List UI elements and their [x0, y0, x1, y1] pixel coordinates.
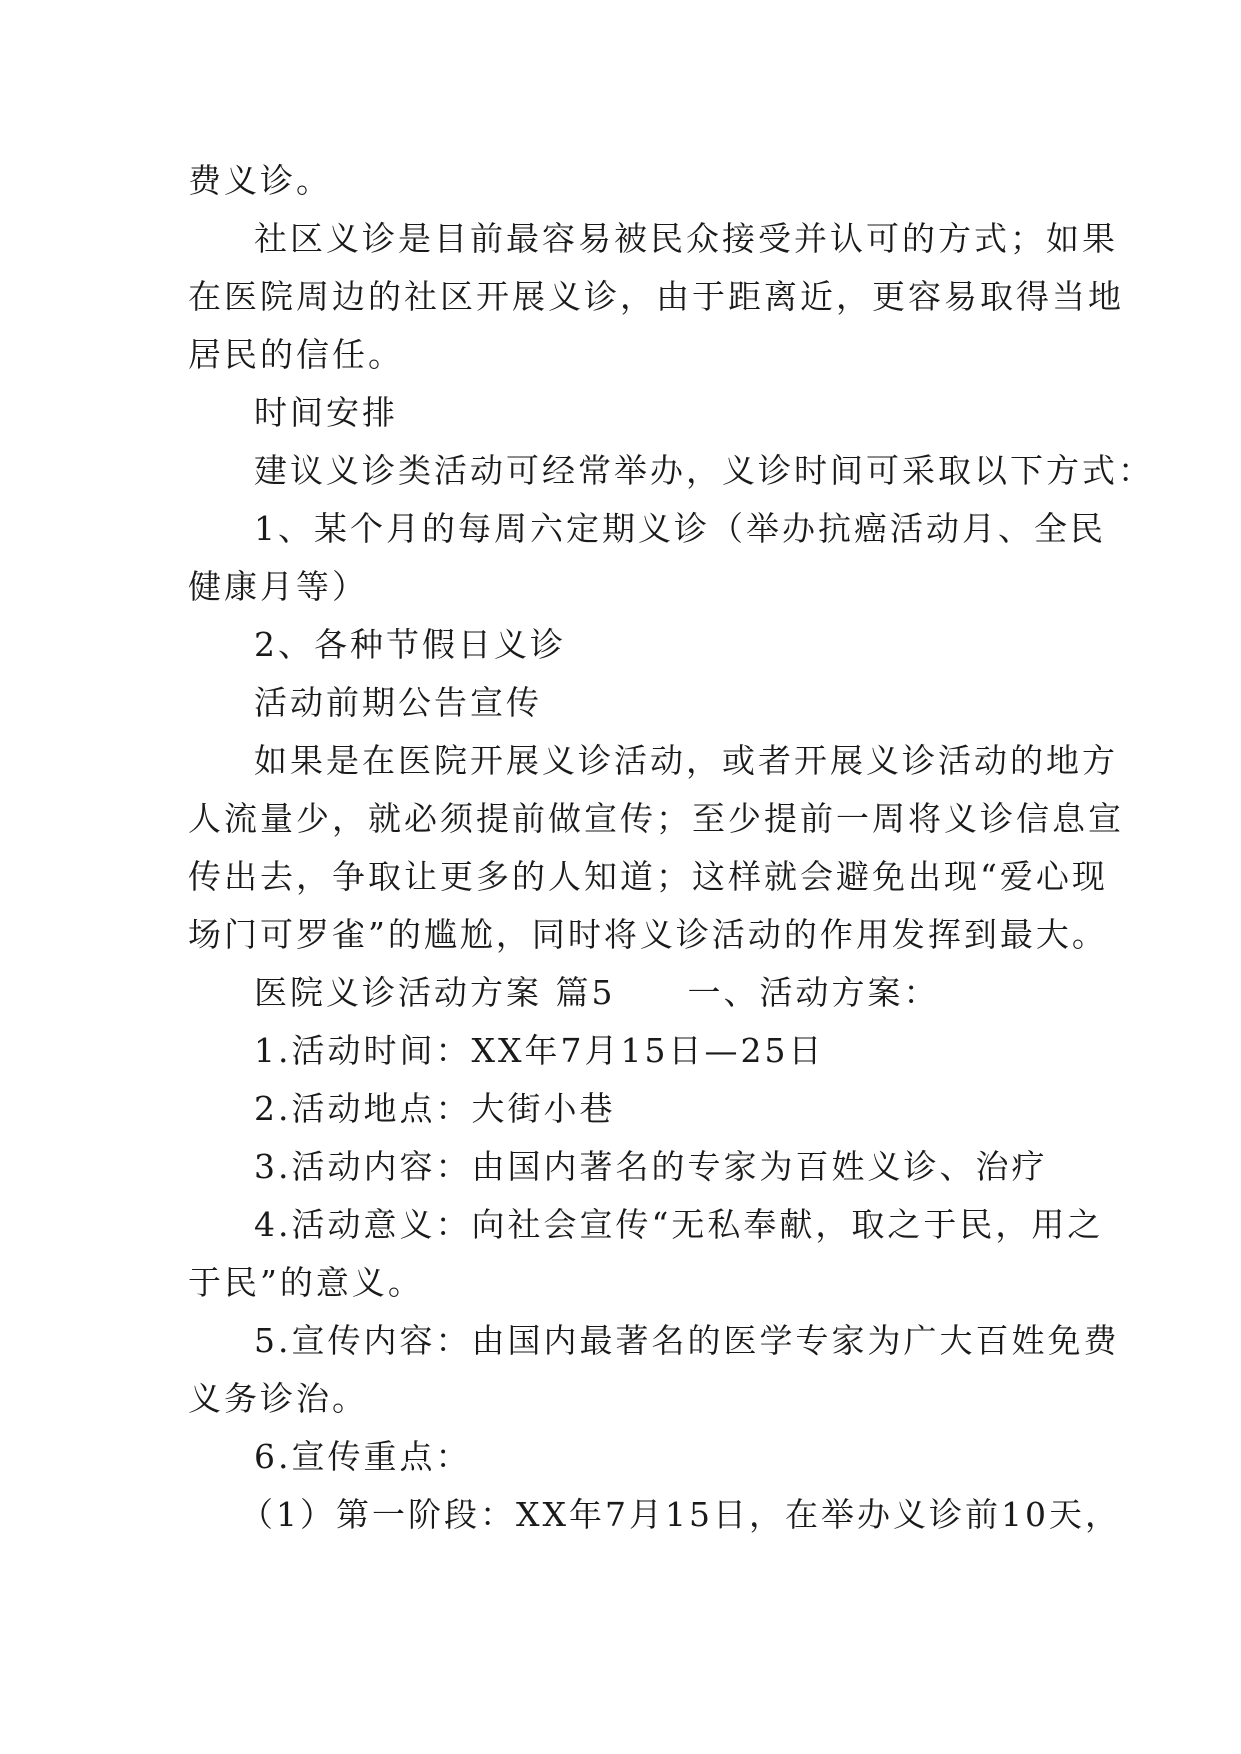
section-heading: 活动前期公告宣传	[254, 683, 542, 722]
text-line: 健康月等）	[188, 567, 368, 606]
text-line: 传出去，争取让更多的人知道；这样就会避免出现“爱心现	[188, 857, 1108, 896]
text-line: 人流量少，就必须提前做宣传；至少提前一周将义诊信息宣	[188, 799, 1124, 838]
section-heading: 时间安排	[254, 393, 398, 432]
list-item: 1、某个月的每周六定期义诊（举办抗癌活动月、全民	[254, 509, 1106, 548]
text-line: 在医院周边的社区开展义诊，由于距离近，更容易取得当地	[188, 277, 1124, 316]
document-body	[188, 152, 1154, 1544]
text-line: 社区义诊是目前最容易被民众接受并认可的方式；如果	[254, 219, 1118, 258]
text-line: 费义诊。	[188, 161, 332, 200]
list-item: （1）第一阶段：XX年7月15日，在举办义诊前10天，	[240, 1495, 1121, 1534]
section-heading: 医院义诊活动方案 篇5 一、活动方案：	[254, 973, 940, 1012]
text-line: 义务诊治。	[188, 1379, 368, 1418]
list-item: 2、各种节假日义诊	[254, 625, 566, 664]
list-item: 2.活动地点：大街小巷	[254, 1089, 616, 1128]
list-item: 5.宣传内容：由国内最著名的医学专家为广大百姓免费	[254, 1321, 1120, 1360]
text-line: 建议义诊类活动可经常举办，义诊时间可采取以下方式：	[254, 451, 1154, 490]
text-line: 场门可罗雀”的尴尬，同时将义诊活动的作用发挥到最大。	[188, 915, 1108, 954]
text-line: 居民的信任。	[188, 335, 404, 374]
list-item: 1.活动时间：XX年7月15日—25日	[254, 1031, 825, 1070]
list-item: 4.活动意义：向社会宣传“无私奉献，取之于民，用之	[254, 1205, 1104, 1244]
text-line: 如果是在医院开展义诊活动，或者开展义诊活动的地方	[254, 741, 1118, 780]
text-line: 于民”的意义。	[188, 1263, 424, 1302]
list-item: 6.宣传重点：	[254, 1437, 472, 1476]
list-item: 3.活动内容：由国内著名的专家为百姓义诊、治疗	[254, 1147, 1048, 1186]
